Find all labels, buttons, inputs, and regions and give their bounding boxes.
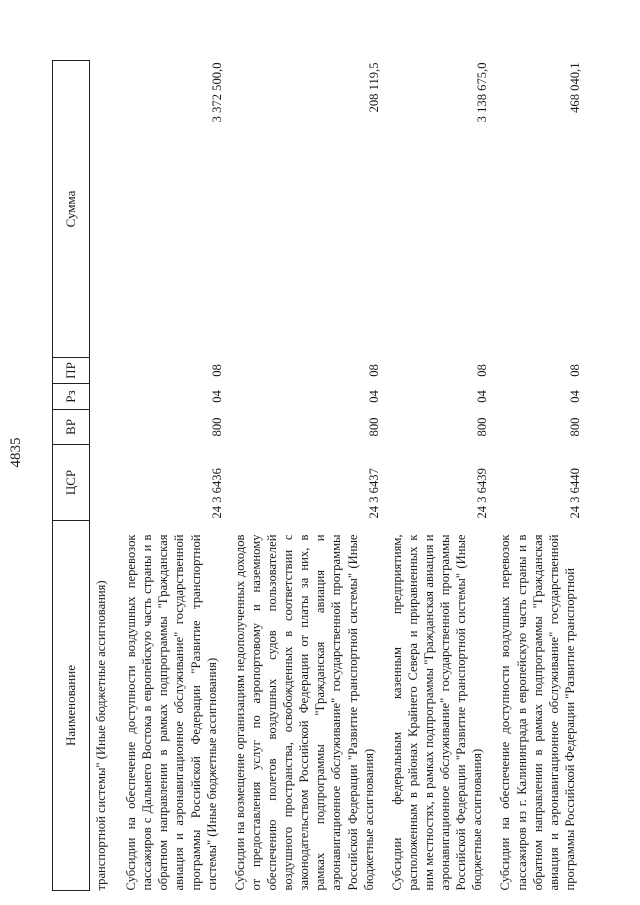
header-csr: ЦСР: [53, 445, 90, 521]
row-rz: 04: [567, 390, 582, 403]
header-rz: Рз: [53, 384, 90, 410]
row-sum: 3 138 675,0: [475, 62, 490, 123]
row-rz: 04: [366, 390, 381, 403]
header-pr: ПР: [53, 358, 90, 384]
table-row: [226, 61, 383, 891]
header-vr: ВР: [53, 410, 90, 445]
row-csr: 24 3 6436: [209, 468, 224, 519]
table-row: [383, 61, 492, 891]
row-name: Субсидии на обеспечение доступности воздушных перевозок пассажиров с Дальнего Востока в европейскую часть страны и в обратном направлении в рамках подпрограммы "Гражданская авиация и аэронавигационное обслуживание" государственной программы Российской Федерации "Развитие транспортной системы" (Иные бюджетные ассигнования): [124, 534, 219, 891]
row-vr: 800: [209, 417, 224, 437]
row-name: Субсидии на возмещение организациям недополученных доходов от предоставления услуг по аэропортовому и наземному обеспечению полетов воздушных судов пользователей воздушного пространства, освобожденных в соответствии с законодательством Российской Федерации от платы за них, в рамках подпрограммы "Гражданская авиация и аэронавигационное обслуживание" государственной программы Российской Федерации "Развитие транспортной системы" (Иные бюджетные ассигнования): [232, 534, 376, 891]
row-sum: 468 040,1: [567, 62, 582, 113]
row-pr: 08: [366, 364, 381, 377]
table-row: [491, 61, 584, 891]
carryover-row: [90, 61, 118, 891]
row-vr: 800: [567, 417, 582, 437]
page-number: 4835: [8, 437, 24, 468]
row-rz: 04: [475, 390, 490, 403]
row-vr: 800: [366, 417, 381, 437]
header-name: Наименование: [53, 521, 90, 891]
row-csr: 24 3 6437: [366, 468, 381, 519]
row-name: Субсидии федеральным казенным предприятиям, расположенным в районах Крайнего Севера и приравненных к ним местностях, в рамках подпрограммы "Гражданская авиация и аэронавигационное обслуживание" государственной программы Российской Федерации "Развитие транспортной системы" (Иные бюджетные ассигнования): [389, 534, 485, 891]
header-sum: Сумма: [53, 61, 90, 358]
row-csr: 24 3 6439: [475, 468, 490, 519]
row-pr: 08: [475, 364, 490, 377]
budget-table: [52, 60, 584, 891]
row-pr: 08: [567, 364, 582, 377]
row-pr: 08: [209, 364, 224, 377]
row-vr: 800: [475, 417, 490, 437]
row-sum: 208 119,5: [366, 62, 381, 113]
row-name: Субсидии на обеспечение доступности воздушных перевозок пассажиров из г. Калининграда в европейскую часть страны и в обратном направлении в рамках подпрограммы "Гражданская авиация и аэронавигационное обслуживание" государственной программы Российской Федерации "Развитие транспортной: [498, 534, 577, 891]
carryover-text: транспортной системы" (Иные бюджетные ассигнования): [94, 580, 108, 891]
header-row: [53, 61, 90, 891]
table-row: [117, 61, 226, 891]
row-csr: 24 3 6440: [567, 468, 582, 519]
row-sum: 3 372 500,0: [209, 62, 224, 123]
row-rz: 04: [209, 390, 224, 403]
